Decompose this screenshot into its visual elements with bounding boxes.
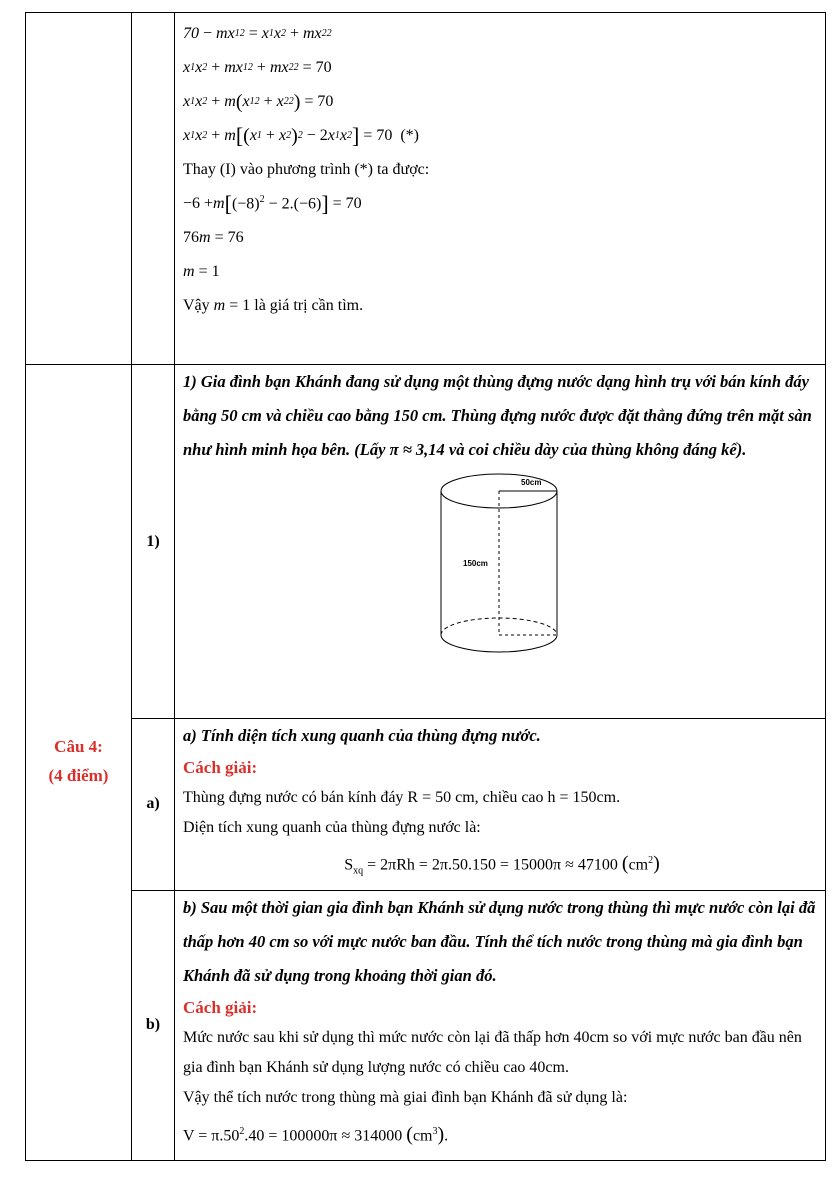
equation-line: x 1 x 2 + m [ ( x 1 + x 2 ) 2 − 2 x 1 x 2 ] = 70 (*)	[183, 123, 419, 149]
part-a-cell	[175, 719, 826, 891]
solution-heading: Cách giải:	[183, 758, 258, 777]
part1-cell	[175, 365, 826, 719]
part-a-question: a) Tính diện tích xung quanh của thùng đựng nước.	[183, 726, 541, 745]
question-label-cell	[26, 365, 132, 1161]
question-points: (4 điểm)	[48, 766, 109, 786]
solution-heading: Cách giải:	[183, 997, 258, 1017]
equation-line: −6 + m [ $(-8)^2 - 2.(-6)$ ] = 70	[183, 191, 362, 217]
volume-formula: $V = \pi.50^2.40 = 100000\pi \approx 314000$ $(cm^3)$.	[183, 1122, 449, 1145]
height-label: 150cm	[463, 559, 488, 568]
part1-text: 1) Gia đình bạn Khánh đang sử dụng một thùng đựng nước dạng hình trụ với bán kính đáy bằng 50 cm và chiều cao bằng 150 cm. Thùng đựng nước được đặt thẳng đứng trên mặt sàn như hình minh họa bên. (Lấy π ≈ 3,14 và coi chiều dày của thùng không đáng kể).	[183, 372, 812, 459]
question-number: Câu 4:	[54, 737, 103, 757]
solution-line: Thùng đựng nước có bán kính đáy R = 50 cm, chiều cao h = 150cm.	[183, 789, 621, 806]
equation-line: 70 − mx 1 2 = x 1 x 2 + mx 2 2	[183, 25, 332, 42]
part-label: a)	[132, 719, 175, 891]
equation-line: 76 m = 76	[183, 229, 244, 246]
empty-part-cell	[132, 13, 175, 365]
part-b-cell	[175, 890, 826, 1160]
cylinder-figure	[183, 471, 823, 661]
empty-label-cell	[26, 13, 132, 365]
equation-line: x 1 x 2 + m ( x 1 2 + x 2 2 ) = 70	[183, 90, 334, 113]
part-b-question: b) Sau một thời gian gia đình bạn Khánh sử dụng nước trong thùng thì mực nước còn lại đã thấp hơn 40 cm so với mực nước ban đầu. Tính thể tích nước trong thùng mà gia đình bạn Khánh đã sử dụng trong khoảng thời gian đó.	[183, 897, 816, 985]
equation-line: m = 1	[183, 263, 220, 280]
text-line: Vậy m = 1 là giá trị cần tìm.	[183, 297, 364, 314]
solution-line: Vậy thể tích nước trong thùng mà giai đình bạn Khánh đã sử dụng là:	[183, 1088, 628, 1106]
solution-line: Mức nước sau khi sử dụng thì mức nước còn lại đã thấp hơn 40cm so với mực nước ban đầu nên gia đình bạn Khánh sử dụng lượng nước có chiều cao 40cm.	[183, 1028, 802, 1076]
solution-line: Diện tích xung quanh của thùng đựng nước là:	[183, 819, 481, 836]
part-label: 1)	[132, 365, 175, 719]
radius-label: 50cm	[521, 478, 542, 487]
part-label: b)	[132, 890, 175, 1160]
prev-solution-cell	[175, 13, 826, 365]
equation-line: x 1 x 2 + mx 1 2 + mx 2 2 = 70	[183, 59, 332, 76]
text-line: Thay (I) vào phương trình (*) ta được:	[183, 161, 430, 178]
area-formula: $S_{xq} = 2\pi Rh = 2\pi.50.150 = 15000\pi \approx 47100$ $(cm^2)$	[344, 852, 660, 877]
solution-table	[25, 12, 826, 1161]
